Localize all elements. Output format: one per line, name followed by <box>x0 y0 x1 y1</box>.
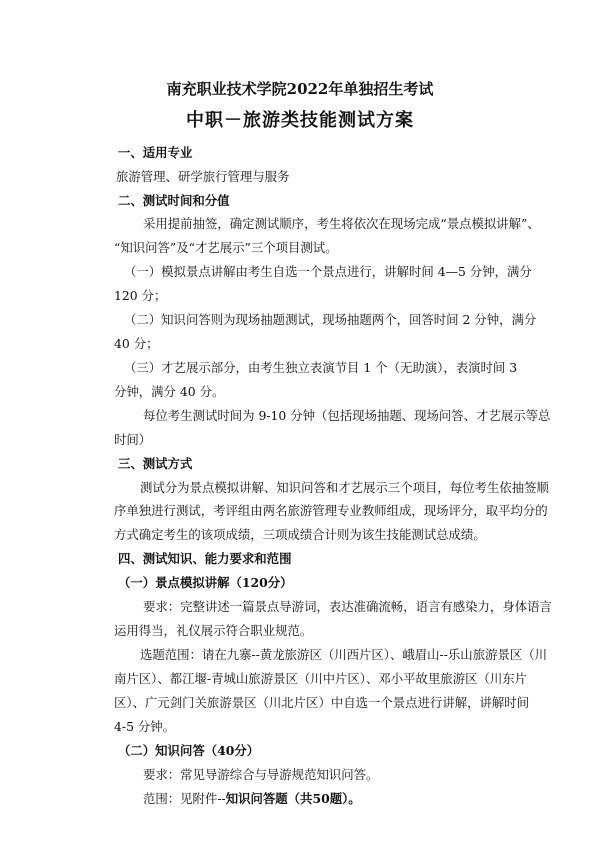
paragraph-line: 采用提前抽签，确定测试顺序，考生将依次在现场完成“景点模拟讲解”、 <box>143 216 540 231</box>
paragraph-line: 要求：完整讲述一篇景点导游词，表达准确流畅，语言有感染力，身体语言 <box>143 599 552 614</box>
paragraph-line: 每位考生测试时间为 9-10 分钟（包括现场抽题、现场问答、才艺展示等总 <box>143 408 551 423</box>
paragraph-line: 南片区）、都江堰-青城山旅游景区（川中片区）、邓小平故里旅游区（川东片 <box>114 671 528 686</box>
paragraph-line: （一）模拟景点讲解由考生自选一个景点进行，讲解时间 4—5 分钟，满分 <box>124 264 532 279</box>
paragraph-line: 时间） <box>114 432 152 447</box>
paragraph-line: 4-5 分钟。 <box>114 719 176 734</box>
section-heading-time-score: 二、测试时间和分值 <box>118 193 230 208</box>
paragraph-line: 40 分； <box>114 336 159 351</box>
paragraph-line: 区）、广元剑门关旅游景区（川北片区）中自选一个景点进行讲解，讲解时间 <box>114 695 530 710</box>
paragraph-line: 方式确定考生的该项成绩，三项成绩合计则为该生技能测试总成绩。 <box>114 527 486 542</box>
majors-text: 旅游管理、研学旅行管理与服务 <box>116 169 290 184</box>
section-heading-method: 三、测试方式 <box>118 456 193 471</box>
document-title: 南充职业技术学院2022年单独招生考试 <box>166 80 434 98</box>
section-heading-requirements: 四、测试知识、能力要求和范围 <box>118 551 292 566</box>
range-prefix: 范围：见附件-- <box>143 791 226 806</box>
document-subtitle: 中职－旅游类技能测试方案 <box>186 110 414 131</box>
paragraph-line: 测试分为景点模拟讲解、知识问答和才艺展示三个项目，每位考生依抽签顺 <box>140 480 549 495</box>
paragraph-line: “知识问答”及“才艺展示”三个项目测试。 <box>114 240 338 255</box>
range-line <box>143 791 361 807</box>
paragraph-line: 分钟，满分 40 分。 <box>114 384 225 399</box>
paragraph-line: 运用得当，礼仪展示符合职业规范。 <box>114 623 313 638</box>
paragraph-line: 要求：常见导游综合与导游规范知识问答。 <box>143 767 379 782</box>
paragraph-line: （二）知识问答则为现场抽题测试，现场抽题两个，回答时间 2 分钟，满分 <box>124 312 537 327</box>
section-heading-majors: 一、适用专业 <box>118 145 193 160</box>
paragraph-line: 120 分； <box>114 288 167 303</box>
paragraph-line: 选题范围：请在九寨--黄龙旅游区（川西片区）、峨眉山--乐山旅游景区（川 <box>140 647 548 662</box>
subheading-qa: （二）知识问答（40分） <box>118 743 260 758</box>
subheading-guiding: （一）景点模拟讲解（120分） <box>118 575 293 590</box>
paragraph-line: 序单独进行测试，考评组由两名旅游管理专业教师组成，现场评分，取平均分的 <box>114 503 548 518</box>
paragraph-line: （三）才艺展示部分，由考生独立表演节目 1 个（无助演），表演时间 3 <box>124 360 518 375</box>
range-bold: 知识问答题（共50题）。 <box>225 791 361 806</box>
